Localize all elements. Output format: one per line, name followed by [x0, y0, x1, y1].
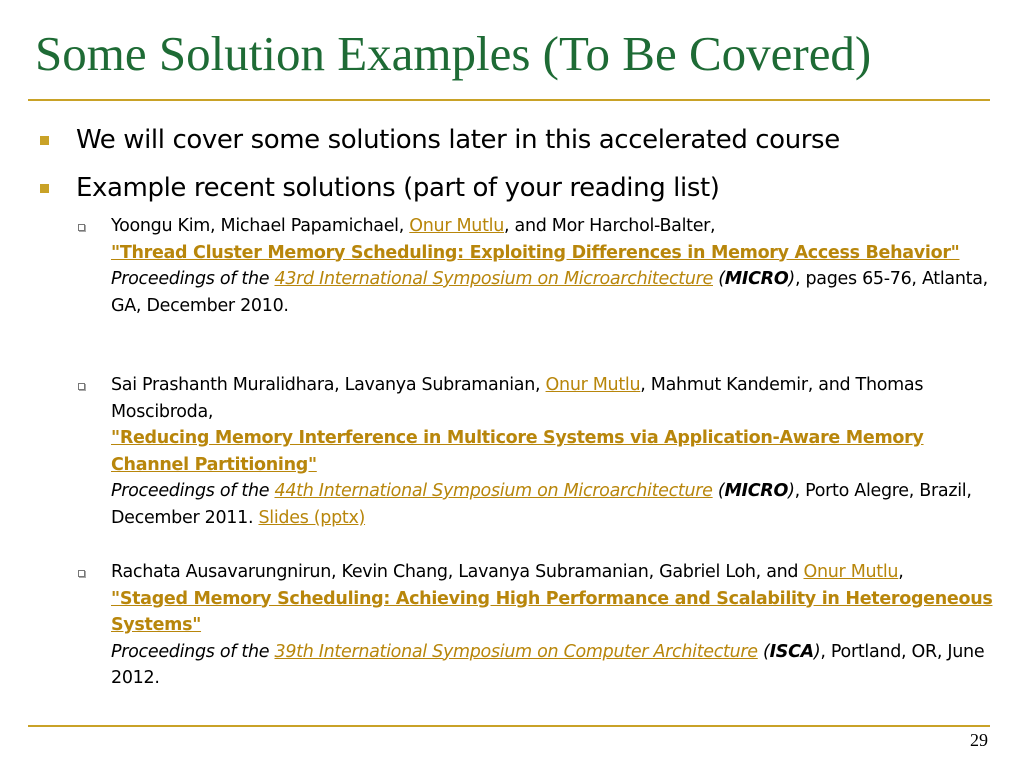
title-divider	[28, 99, 990, 101]
square-bullet-icon	[40, 184, 49, 193]
reference-authors: Rachata Ausavarungnirun, Kevin Chang, Lavanya Subramanian, Gabriel Loh, and	[111, 562, 804, 582]
venue-link[interactable]: 39th International Symposium on Computer Architecture	[274, 641, 758, 662]
reference-authors: Yoongu Kim, Michael Papamichael,	[111, 216, 410, 236]
paper-title-link[interactable]: "Staged Memory Scheduling: Achieving High Performance and Scalability in Heterogeneous Systems"	[111, 588, 993, 635]
reference-item: Sai Prashanth Muralidhara, Lavanya Subramanian, Onur Mutlu, Mahmut Kandemir, and Thomas Moscibroda, "Reducing Memory Interference in Multicore Systems via Application-Aware Memory Channel Partitioning" Proceedings of the 44th International Symposium on Microarchitecture (MICRO), Porto Alegre, Brazil, December 2011. Slides (pptx)	[78, 372, 998, 531]
proceedings-prefix: Proceedings of the	[111, 481, 275, 501]
author-link[interactable]: Onur Mutlu	[545, 375, 641, 395]
venue-abbreviation: MICRO	[724, 269, 789, 289]
hollow-square-bullet-icon	[78, 224, 85, 231]
bullet-text: We will cover some solutions later in this accelerated course	[76, 125, 840, 155]
paper-title-link[interactable]: "Reducing Memory Interference in Multicore Systems via Application-Aware Memory Channel Partitioning"	[111, 428, 924, 475]
reference-authors: Sai Prashanth Muralidhara, Lavanya Subramanian,	[111, 375, 546, 395]
reference-details: , Porto Alegre, Brazil, December 2011.	[111, 481, 972, 528]
slide-title: Some Solution Examples (To Be Covered)	[35, 26, 872, 81]
reference-details: , pages 65-76, Atlanta, GA, December 2010.	[111, 269, 988, 316]
footer-divider	[28, 725, 990, 727]
bullet-text: Example recent solutions (part of your reading list)	[76, 173, 720, 203]
venue-link[interactable]: 43rd International Symposium on Microarchitecture	[274, 269, 713, 289]
reference-authors: , and Mor Harchol-Balter,	[504, 216, 716, 236]
hollow-square-bullet-icon	[78, 570, 85, 577]
venue-abbreviation: ISCA	[769, 641, 814, 662]
proceedings-prefix: Proceedings of the	[111, 641, 275, 662]
page-number: 29	[970, 730, 988, 750]
reference-details: , Portland, OR, June 2012.	[111, 641, 985, 688]
reference-authors: ,	[898, 562, 904, 582]
paper-title-link[interactable]: "Thread Cluster Memory Scheduling: Exploiting Differences in Memory Access Behavior"	[111, 242, 960, 263]
author-link[interactable]: Onur Mutlu	[803, 562, 899, 582]
reference-item: Yoongu Kim, Michael Papamichael, Onur Mutlu, and Mor Harchol-Balter, "Thread Cluster Memory Scheduling: Exploiting Differences in Memory Access Behavior" Proceedings of the 43rd International Symposium on Microarchitecture (MICRO), pages 65-76, Atlanta, GA, December 2010.	[78, 213, 998, 319]
square-bullet-icon	[40, 136, 49, 145]
author-link[interactable]: Onur Mutlu	[409, 216, 504, 236]
reference-authors: , Mahmut Kandemir, and Thomas Moscibroda,	[111, 375, 924, 422]
slides-link[interactable]: Slides (pptx)	[258, 507, 366, 528]
venue-link[interactable]: 44th International Symposium on Microarchitecture	[274, 481, 713, 501]
proceedings-prefix: Proceedings of the	[111, 269, 275, 289]
hollow-square-bullet-icon	[78, 383, 85, 390]
venue-abbreviation: MICRO	[724, 481, 789, 501]
reference-item: Rachata Ausavarungnirun, Kevin Chang, Lavanya Subramanian, Gabriel Loh, and Onur Mutlu, "Staged Memory Scheduling: Achieving High Performance and Scalability in Heterogeneous Systems" Proceedings of the 39th International Symposium on Computer Architecture (ISCA), Portland, OR, June 2012.	[78, 559, 998, 692]
